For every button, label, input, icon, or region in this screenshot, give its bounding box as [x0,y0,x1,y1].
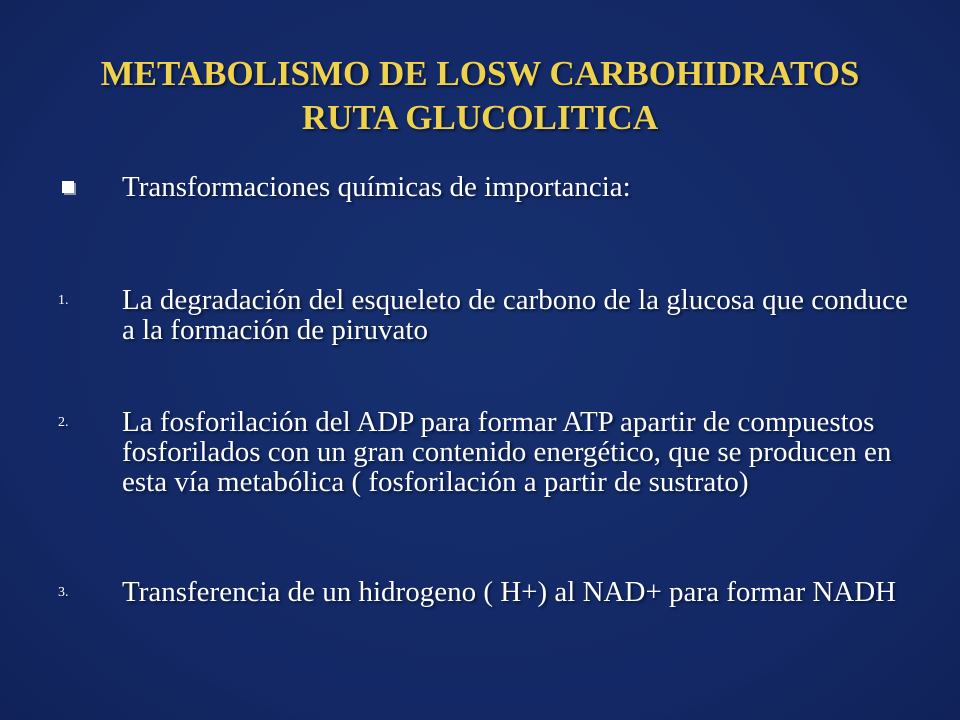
checkbox-square-icon [62,181,74,193]
bullet-text: Transformaciones químicas de importancia: [122,171,631,203]
list-item-number: 3. [58,585,69,600]
list-item-text: La degradación del esqueleto de carbono de la glucosa que conduce a la formación de piruvato [122,284,908,346]
title-line-2: RUTA GLUCOLITICA [301,98,659,137]
list-item-text: Transferencia de un hidrogeno ( H+) al NAD+ para formar NADH [122,576,897,608]
list-item-number: 1. [58,293,69,308]
slide-title [40,52,920,140]
list-item-number: 2. [58,415,69,430]
title-line-1: METABOLISMO DE LOSW CARBOHIDRATOS [100,54,860,93]
list-item-text: La fosforilación del ADP para formar ATP apartir de compuestos fosforilados con un gran contenido energético, que se producen en esta vía metabólica ( fosforilación a partir de sustrato) [122,406,892,498]
